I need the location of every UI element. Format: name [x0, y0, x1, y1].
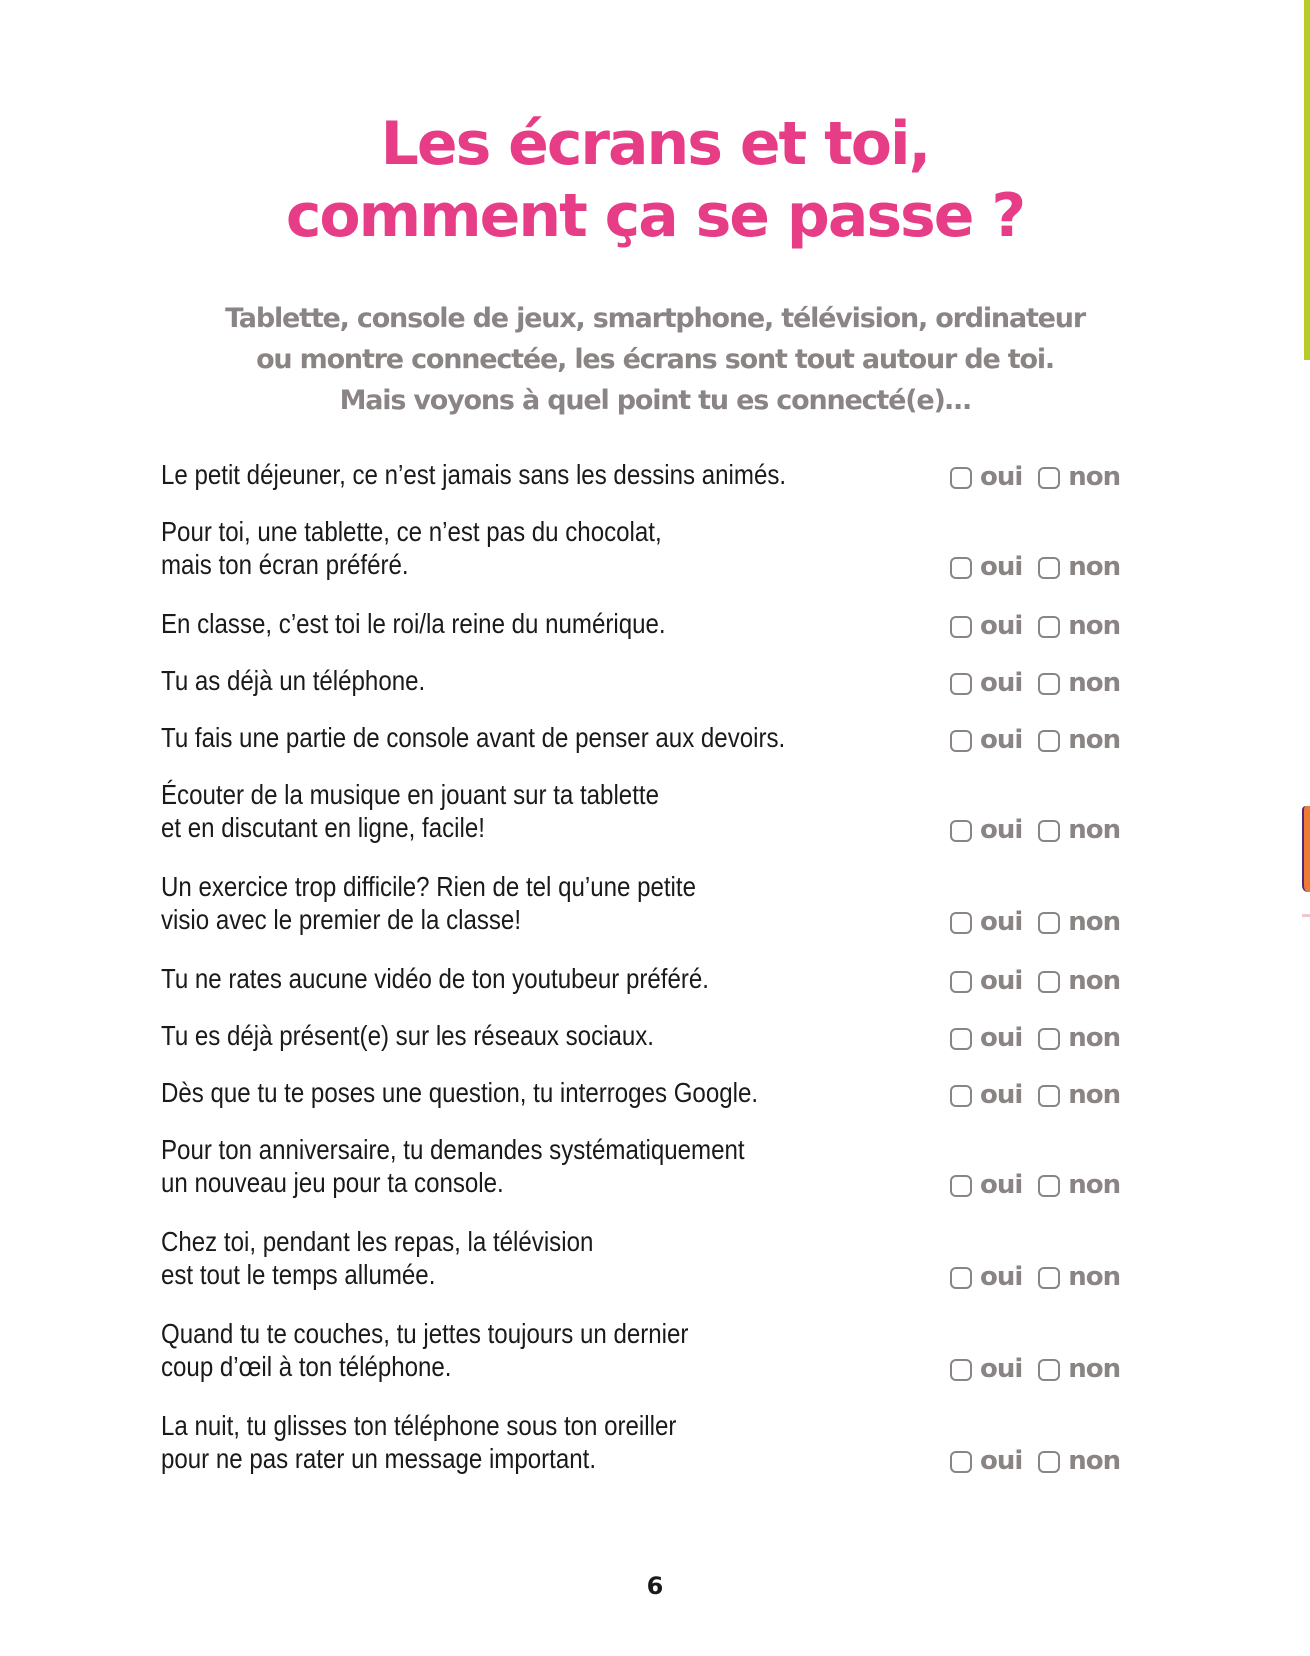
question-text: [161, 721, 785, 754]
question-text-line: Pour toi, une tablette, ce n’est pas du chocolat,: [161, 516, 662, 547]
question-text: [161, 458, 786, 491]
non-checkbox[interactable]: [1038, 467, 1060, 489]
non-label[interactable]: non: [1068, 1170, 1121, 1200]
oui-checkbox[interactable]: [950, 1085, 972, 1107]
question-text: [161, 778, 659, 844]
intro-line-2: ou montre connectée, les écrans sont tout autour de toi.: [256, 344, 1054, 375]
oui-label[interactable]: oui: [980, 668, 1023, 698]
oui-checkbox[interactable]: [950, 557, 972, 579]
answer-options: [950, 1445, 1136, 1478]
non-label[interactable]: non: [1068, 725, 1121, 755]
non-label[interactable]: non: [1068, 1262, 1121, 1292]
question-text-line: coup d’œil à ton téléphone.: [161, 1351, 452, 1382]
question-text: [161, 1317, 688, 1383]
non-label[interactable]: non: [1068, 1023, 1121, 1053]
oui-checkbox[interactable]: [950, 673, 972, 695]
question-text-line: Tu as déjà un téléphone.: [161, 665, 426, 696]
oui-label[interactable]: oui: [980, 1446, 1023, 1476]
oui-checkbox[interactable]: [950, 971, 972, 993]
question-text: [161, 870, 696, 936]
non-checkbox[interactable]: [1038, 557, 1060, 579]
oui-label[interactable]: oui: [980, 1170, 1023, 1200]
non-checkbox[interactable]: [1038, 1028, 1060, 1050]
question-text-line: Écouter de la musique en jouant sur ta tablette: [161, 779, 659, 810]
non-checkbox[interactable]: [1038, 1451, 1060, 1473]
oui-label[interactable]: oui: [980, 1354, 1023, 1384]
non-checkbox[interactable]: [1038, 673, 1060, 695]
non-label[interactable]: non: [1068, 1080, 1121, 1110]
question-text: [161, 1225, 593, 1291]
answer-options: [950, 1022, 1136, 1055]
oui-checkbox[interactable]: [950, 1028, 972, 1050]
question-text-line: En classe, c’est toi le roi/la reine du numérique.: [161, 608, 666, 639]
oui-label[interactable]: oui: [980, 1023, 1023, 1053]
question-text: [161, 1133, 745, 1199]
orange-side-tab: [1302, 806, 1310, 892]
oui-checkbox[interactable]: [950, 1175, 972, 1197]
oui-label[interactable]: oui: [980, 611, 1023, 641]
non-checkbox[interactable]: [1038, 912, 1060, 934]
question-text-line: La nuit, tu glisses ton téléphone sous ton oreiller: [161, 1410, 677, 1441]
question-text-line: Tu es déjà présent(e) sur les réseaux sociaux.: [161, 1020, 654, 1051]
question-text: [161, 1019, 654, 1052]
non-checkbox[interactable]: [1038, 730, 1060, 752]
non-checkbox[interactable]: [1038, 820, 1060, 842]
oui-label[interactable]: oui: [980, 966, 1023, 996]
non-label[interactable]: non: [1068, 668, 1121, 698]
oui-checkbox[interactable]: [950, 467, 972, 489]
answer-options: [950, 814, 1136, 847]
non-label[interactable]: non: [1068, 1354, 1121, 1384]
question-text-line: Pour ton anniversaire, tu demandes systématiquement: [161, 1134, 745, 1165]
oui-label[interactable]: oui: [980, 1080, 1023, 1110]
oui-label[interactable]: oui: [980, 815, 1023, 845]
intro-line-1: Tablette, console de jeux, smartphone, télévision, ordinateur: [225, 303, 1085, 334]
oui-checkbox[interactable]: [950, 616, 972, 638]
question-text-line: Un exercice trop difficile? Rien de tel qu’une petite: [161, 871, 696, 902]
answer-options: [950, 551, 1136, 584]
question-text-line: un nouveau jeu pour ta console.: [161, 1167, 504, 1198]
non-label[interactable]: non: [1068, 462, 1121, 492]
oui-label[interactable]: oui: [980, 725, 1023, 755]
pink-side-mark: [1302, 914, 1310, 917]
question-text-line: et en discutant en ligne, facile!: [161, 812, 485, 843]
answer-options: [950, 667, 1136, 700]
non-label[interactable]: non: [1068, 552, 1121, 582]
question-text-line: Chez toi, pendant les repas, la télévision: [161, 1226, 594, 1257]
question-text-line: Tu fais une partie de console avant de penser aux devoirs.: [161, 722, 786, 753]
non-label[interactable]: non: [1068, 1446, 1121, 1476]
non-checkbox[interactable]: [1038, 616, 1060, 638]
question-text: [161, 515, 662, 581]
page-title: [0, 108, 1310, 252]
question-text-line: mais ton écran préféré.: [161, 549, 409, 580]
title-line-2: comment ça se passe ?: [285, 181, 1025, 251]
answer-options: [950, 1261, 1136, 1294]
question-text: [161, 1076, 758, 1109]
oui-label[interactable]: oui: [980, 462, 1023, 492]
non-label[interactable]: non: [1068, 966, 1121, 996]
question-text-line: Quand tu te couches, tu jettes toujours un dernier: [161, 1318, 689, 1349]
non-checkbox[interactable]: [1038, 1359, 1060, 1381]
non-label[interactable]: non: [1068, 907, 1121, 937]
answer-options: [950, 724, 1136, 757]
non-checkbox[interactable]: [1038, 1267, 1060, 1289]
oui-checkbox[interactable]: [950, 912, 972, 934]
oui-checkbox[interactable]: [950, 730, 972, 752]
question-text-line: Le petit déjeuner, ce n’est jamais sans les dessins animés.: [161, 459, 787, 490]
question-text-line: est tout le temps allumée.: [161, 1259, 436, 1290]
question-text: [161, 962, 709, 995]
non-checkbox[interactable]: [1038, 1085, 1060, 1107]
question-text-line: pour ne pas rater un message important.: [161, 1443, 597, 1474]
oui-checkbox[interactable]: [950, 1451, 972, 1473]
non-checkbox[interactable]: [1038, 1175, 1060, 1197]
question-text-line: visio avec le premier de la classe!: [161, 904, 522, 935]
oui-label[interactable]: oui: [980, 552, 1023, 582]
page-number: 6: [646, 1572, 664, 1600]
oui-checkbox[interactable]: [950, 1267, 972, 1289]
question-text: [161, 664, 425, 697]
answer-options: [950, 965, 1136, 998]
intro-paragraph: [0, 298, 1310, 421]
question-text-line: Tu ne rates aucune vidéo de ton youtubeur préféré.: [161, 963, 709, 994]
oui-checkbox[interactable]: [950, 820, 972, 842]
oui-label[interactable]: oui: [980, 1262, 1023, 1292]
non-label[interactable]: non: [1068, 611, 1121, 641]
answer-options: [950, 1169, 1136, 1202]
question-text: [161, 1409, 676, 1475]
oui-checkbox[interactable]: [950, 1359, 972, 1381]
answer-options: [950, 1079, 1136, 1112]
title-line-1: Les écrans et toi,: [380, 109, 930, 179]
answer-options: [950, 906, 1136, 939]
question-text: [161, 607, 666, 640]
answer-options: [950, 610, 1136, 643]
non-checkbox[interactable]: [1038, 971, 1060, 993]
non-label[interactable]: non: [1068, 815, 1121, 845]
answer-options: [950, 1353, 1136, 1386]
question-text-line: Dès que tu te poses une question, tu interroges Google.: [161, 1077, 759, 1108]
intro-line-3: Mais voyons à quel point tu es connecté(e)…: [339, 385, 971, 416]
answer-options: [950, 461, 1136, 494]
oui-label[interactable]: oui: [980, 907, 1023, 937]
